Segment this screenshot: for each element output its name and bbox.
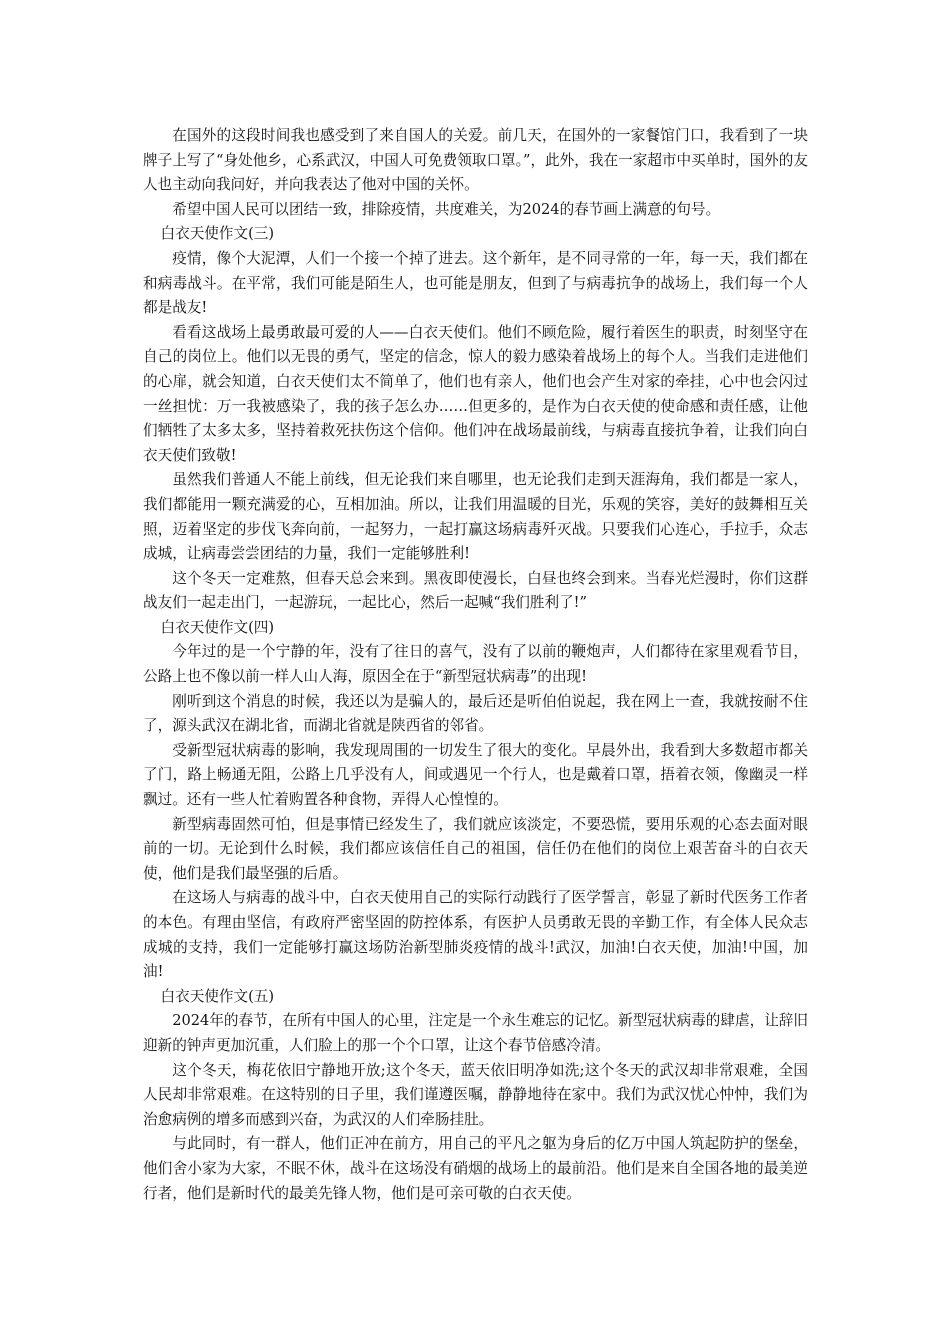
paragraph: 2024年的春节，在所有中国人的心里，注定是一个永生难忘的记忆。新型冠状病毒的肆虐，让辞旧迎新的钟声更加沉重，人们脸上的那一个个口罩，让这个春节倍感冷清。 <box>143 1012 808 1054</box>
paragraph: 在这场人与病毒的战斗中，白衣天使用自己的实际行动践行了医学誓言，彰显了新时代医务工作者的本色。有理由坚信，有政府严密坚固的防控体系，有医护人员勇敢无畏的辛勤工作，有全体人民众志成城的支持，我们一定能够打赢这场防治新型肺炎疫情的战斗!武汉，加油!白衣天使，加油!中国，加油! <box>143 889 808 981</box>
paragraph: 受新型冠状病毒的影响，我发现周围的一切发生了很大的变化。早晨外出，我看到大多数超市都关了门，路上畅通无阻，公路上几乎没有人，间或遇见一个行人，也是戴着口罩，捂着衣领，像幽灵一样飘过。还有一些人忙着购置各种食物，弄得人心惶惶的。 <box>143 741 808 809</box>
paragraph: 这个冬天一定难熬，但春天总会来到。黑夜即使漫长，白昼也终会到来。当春光烂漫时，你们这群战友们一起走出门，一起游玩，一起比心，然后一起喊“我们胜利了!” <box>143 569 808 612</box>
paragraph: 虽然我们普通人不能上前线，但无论我们来自哪里，也无论我们走到天涯海角，我们都是一家人，我们都能用一颗充满爱的心，互相加油。所以，让我们用温暖的目光，乐观的笑容，美好的鼓舞相互关照，迈着坚定的步伐飞奔向前，一起努力，一起打赢这场病毒歼灭战。只要我们心连心，手拉手，众志成城，让病毒尝尝团结的力量，我们一定能够胜利! <box>143 471 808 563</box>
document-body <box>143 124 808 1206</box>
section-heading: 白衣天使作文(四) <box>160 618 275 636</box>
section-heading: 白衣天使作文(三) <box>160 225 275 243</box>
section-heading: 白衣天使作文(五) <box>160 987 275 1005</box>
paragraph: 看看这战场上最勇敢最可爱的人——白衣天使们。他们不顾危险，履行着医生的职责，时刻坚守在自己的岗位上。他们以无畏的勇气，坚定的信念，惊人的毅力感染着战场上的每个人。当我们走进他们的心扉，就会知道，白衣天使们太不简单了，他们也有亲人，他们也会产生对家的牵挂，心中也会闪过一丝担忧：万一我被感染了，我的孩子怎么办……但更多的，是作为白衣天使的使命感和责任感，让他们牺牲了太多太多，坚持着救死扶伤这个信仰。他们冲在战场最前线，与病毒直接抗争着，让我们向白衣天使们致敬! <box>143 323 808 464</box>
paragraph: 新型病毒固然可怕，但是事情已经发生了，我们就应该淡定，不要恐慌，要用乐观的心态去面对眼前的一切。无论到什么时候，我们都应该信任自己的祖国，信任仍在他们的岗位上艰苦奋斗的白衣天使，他们是我们最坚强的后盾。 <box>143 815 808 882</box>
paragraph: 疫情，像个大泥潭，人们一个接一个掉了进去。这个新年，是不同寻常的一年，每一天，我们都在和病毒战斗。在平常，我们可能是陌生人，也可能是朋友，但到了与病毒抗争的战场上，我们每一个人都是战友! <box>143 249 808 317</box>
paragraph: 这个冬天，梅花依旧宁静地开放;这个冬天，蓝天依旧明净如洗;这个冬天的武汉却非常艰难，全国人民却非常艰难。在这特别的日子里，我们谨遵医嘱，静静地待在家中。我们为武汉忧心忡忡，我们为治愈病例的增多而感到兴奋，为武汉的人们牵肠挂肚。 <box>143 1061 808 1128</box>
paragraph: 与此同时，有一群人，他们正冲在前方，用自己的平凡之躯为身后的亿万中国人筑起防护的堡垒，他们舍小家为大家，不眠不休，战斗在这场没有硝烟的战场上的最前沿。他们是来自全国各地的最美逆行者，他们是新时代的最美先锋人物，他们是可亲可敬的白衣天使。 <box>143 1135 808 1202</box>
paragraph: 希望中国人民可以团结一致，排除疫情，共度难关，为2024的春节画上满意的句号。 <box>172 200 721 218</box>
paragraph: 今年过的是一个宁静的年，没有了往日的喜气，没有了以前的鞭炮声，人们都待在家里观看节目，公路上也不像以前一样人山人海，原因全在于“新型冠状病毒”的出现! <box>143 643 808 686</box>
paragraph: 刚听到这个消息的时候，我还以为是骗人的，最后还是听伯伯说起，我在网上一查，我就按耐不住了，源头武汉在湖北省，而湖北省就是陕西省的邻省。 <box>143 692 808 735</box>
paragraph: 在国外的这段时间我也感受到了来自国人的关爱。前几天，在国外的一家餐馆门口，我看到了一块牌子上写了“身处他乡，心系武汉，中国人可免费领取口罩。”，此外，我在一家超市中买单时，国外的友人也主动向我问好，并向我表达了他对中国的关怀。 <box>143 127 808 194</box>
